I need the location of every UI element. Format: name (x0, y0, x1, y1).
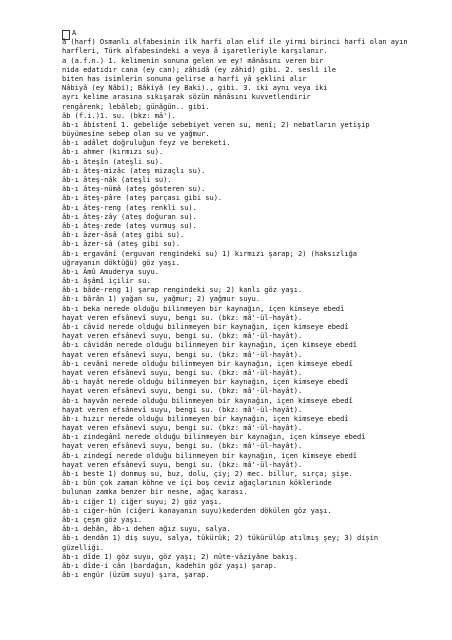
text-line: biten has isimlerin sonuna gelirse a harfi yâ şeklini alır (62, 74, 307, 83)
text-line: âb-ı adâlet doğruluğun feyz ve bereketi. (62, 139, 231, 148)
text-line: âb-ı beste 1) donmuş su, buz, dolu, çiy; 2) mec. billur, sırça; şişe. (62, 470, 353, 478)
text-line: â (harf) Osmanlı alfabesinin ilk harfi olan elif ile yirmi birinci harfi olan ayın (62, 38, 408, 47)
text-line: Nâbiyâ (ey Nâbi); Bâkiyâ (ey Baki)., gibi. 3. iki aynı veya iki (62, 84, 328, 93)
text-line: hayat veren efsânevî suyu, bengi su. (bkz: mâ'-ül-hayât). (62, 405, 303, 414)
text-line: âb-ı câvid nerede olduğu bilinmeyen bir kaynağın, içen kimseye ebedî (62, 323, 349, 331)
text-line: ayrı kelime arasına sıkışarak sözün mânâsını kuvvetlendirir (62, 93, 311, 102)
text-line: hayat veren efsânevî suyu, bengi su. (bkz: mâ'-ül-hayât). (62, 424, 303, 433)
text-line: âb-ı bârân 1) yağan su, yağmur; 2) yağmur suyu. (62, 295, 261, 304)
text-line: âb-ı dîde 1) göz suyu, göz yaşı; 2) nüte-vâziyâne bakış. (62, 552, 299, 561)
text-line: âb-ı cevânî nerede olduğu bilinmeyen bir kaynağın, içen kimseye ebedî (62, 359, 353, 368)
text-line: âb-ı âbistenî 1. gebeliğe sebebiyet veren su, menî; 2) nebatların yetişip (62, 120, 370, 129)
text-line: âb-ı beka nerede olduğu bilinmeyen bir kaynağın, içen kimseye ebedî (62, 304, 345, 313)
text-line: âb-ı zindegânî nerede olduğu bilinmeyen bir kaynağın, içen kimseye ebedî (62, 433, 366, 442)
text-line: âb-ı âteş-nümâ (ateş gösteren su). (62, 185, 206, 194)
text-line: bulunan zamka benzer bir nesne, ağaç karası. (62, 488, 248, 497)
text-line: âb-ı dehân, âb-ı dehen ağız suyu, salya. (62, 525, 231, 534)
text-line: harfleri, Türk alfabesindeki a veya â işaretleriyle karşılanır. (62, 47, 328, 56)
text-line: âb-ı âzer-âsâ (ateş gibi su). (62, 231, 185, 240)
text-line: âb-ı âteş-mizâc (ateş mizaçlı su). (62, 166, 206, 175)
text-line: âb-ı ciğer-hûn (ciğeri kanayanın suyu)kederden dökülen göz yaşı. (62, 506, 332, 515)
text-line: a (a.f.n.) 1. kelimenin sonuna gelen ve ey! mânâsını veren bir (62, 56, 324, 65)
text-line: hayat veren efsânevî suyu, bengi su. (bkz: mâ'-ül-hayât). (62, 460, 303, 469)
text-line: âb-ı hayât nerede olduğu bilinmeyen bir kaynağın, içen kimseye ebedî (62, 378, 349, 387)
text-line: âb-ı âteş-reng (ateş renkli su). (62, 203, 197, 212)
text-line: âb-ı ciğer 1) ciğer suyu; 2) göz yaşı. (62, 497, 223, 506)
dictionary-text-block (62, 29, 446, 580)
text-line: âb-ı Âmû Amuderya suyu. (62, 267, 159, 276)
text-line: âb-ı bâde-reng 1) şarap rengindeki su; 2) kanlı göz yaşı. (62, 286, 303, 295)
text-line: âb-ı engûr (üzüm suyu) şıra, şarap. (62, 571, 210, 580)
text-line: âb-ı âteş-zede (ateş vurmuş su). (62, 221, 197, 230)
section-letter: A (72, 29, 77, 37)
text-line: âb-ı câvidân nerede olduğu bilinmeyen bir kaynağın, içen kimseye ebedî (62, 341, 358, 350)
text-line: âb-ı dendân 1) diş suyu, salya, tükürük; 2) tükürülüp atılmış şey; 3) dişin (62, 534, 379, 543)
text-line: âb (f.i.)1. su. (bkz: mâ'). (62, 111, 176, 120)
text-line: hayat veren efsânevî suyu, bengi su. (bkz: mâ'-ül-hayât). (62, 387, 303, 396)
text-line: hayat veren efsânevî suyu, bengi su. (bkz: mâ'-ül-hayât). (62, 442, 303, 451)
text-line: âb-ı âteş-pâre (ateş parçası gibi su). (62, 194, 223, 203)
text-line: âb-ı hayvân nerede olduğu bilinmeyen bir kaynağın, içen kimseye ebedî (62, 396, 353, 405)
text-line: hayat veren efsânevî suyu, bengi su. (bkz: mâ'-ül-hayât). (62, 368, 303, 377)
text-line: hayat veren efsânevî suyu, bengi su. (bkz: mâ'-ül-hayât). (62, 313, 303, 322)
text-line: âb-ı hızır nerede olduğu bilinmeyen bir kaynağın, içen kimseye ebedî (62, 414, 349, 423)
text-line: âb-ı dîde-i cân (bardağın, kadehin göz yaşı) şarap. (62, 561, 277, 570)
text-line: uğrayanın döktüğü) göz yaşı. (62, 258, 181, 267)
text-line: âb-ı âşâmî içilir su. (62, 277, 151, 286)
text-line: güzelliği. (62, 543, 105, 552)
text-line: rengârenk; lebâleb; günâgün.. gibi. (62, 102, 210, 111)
text-line: hayat veren efsânevî suyu, bengi su. (bkz: mâ'-ül-hayât). (62, 332, 303, 341)
text-line: âb-ı çeşm göz yaşı. (62, 515, 143, 524)
text-line: âb-ı ergavânî (erguvan rengindeki su) 1) kırmızı şarap; 2) (haksızlığa (62, 249, 358, 258)
text-line: hayat veren efsânevî suyu, bengi su. (bkz: mâ'-ül-hayât). (62, 350, 303, 359)
text-line: âb-ı âteşîn (ateşli su). (62, 157, 164, 166)
text-line: âb-ı zindegî nerede olduğu bilinmeyen bir kaynağın, içen kimseye ebedî (62, 451, 358, 460)
text-line: âb-ı âzer-sâ (ateş gibi su). (62, 240, 181, 249)
text-line: âb-ı âteş-zây (ateş doğuran su). (62, 212, 197, 221)
text-line: âb-ı ahmer (kırmızı su). (62, 148, 164, 157)
text-line: âb-ı bûn çok zaman köhne ve içi boş ceviz ağaçlarının köklerinde (62, 479, 332, 488)
text-line: âb-ı âteş-nâk (ateşli su). (62, 176, 172, 184)
text-line: büyümesine sebep olan su ve yağmur. (62, 130, 210, 139)
text-line: nida edatıdır cana (ey can); zâhidâ (ey zâhid) gibi. 2. seslî ile (62, 65, 336, 74)
